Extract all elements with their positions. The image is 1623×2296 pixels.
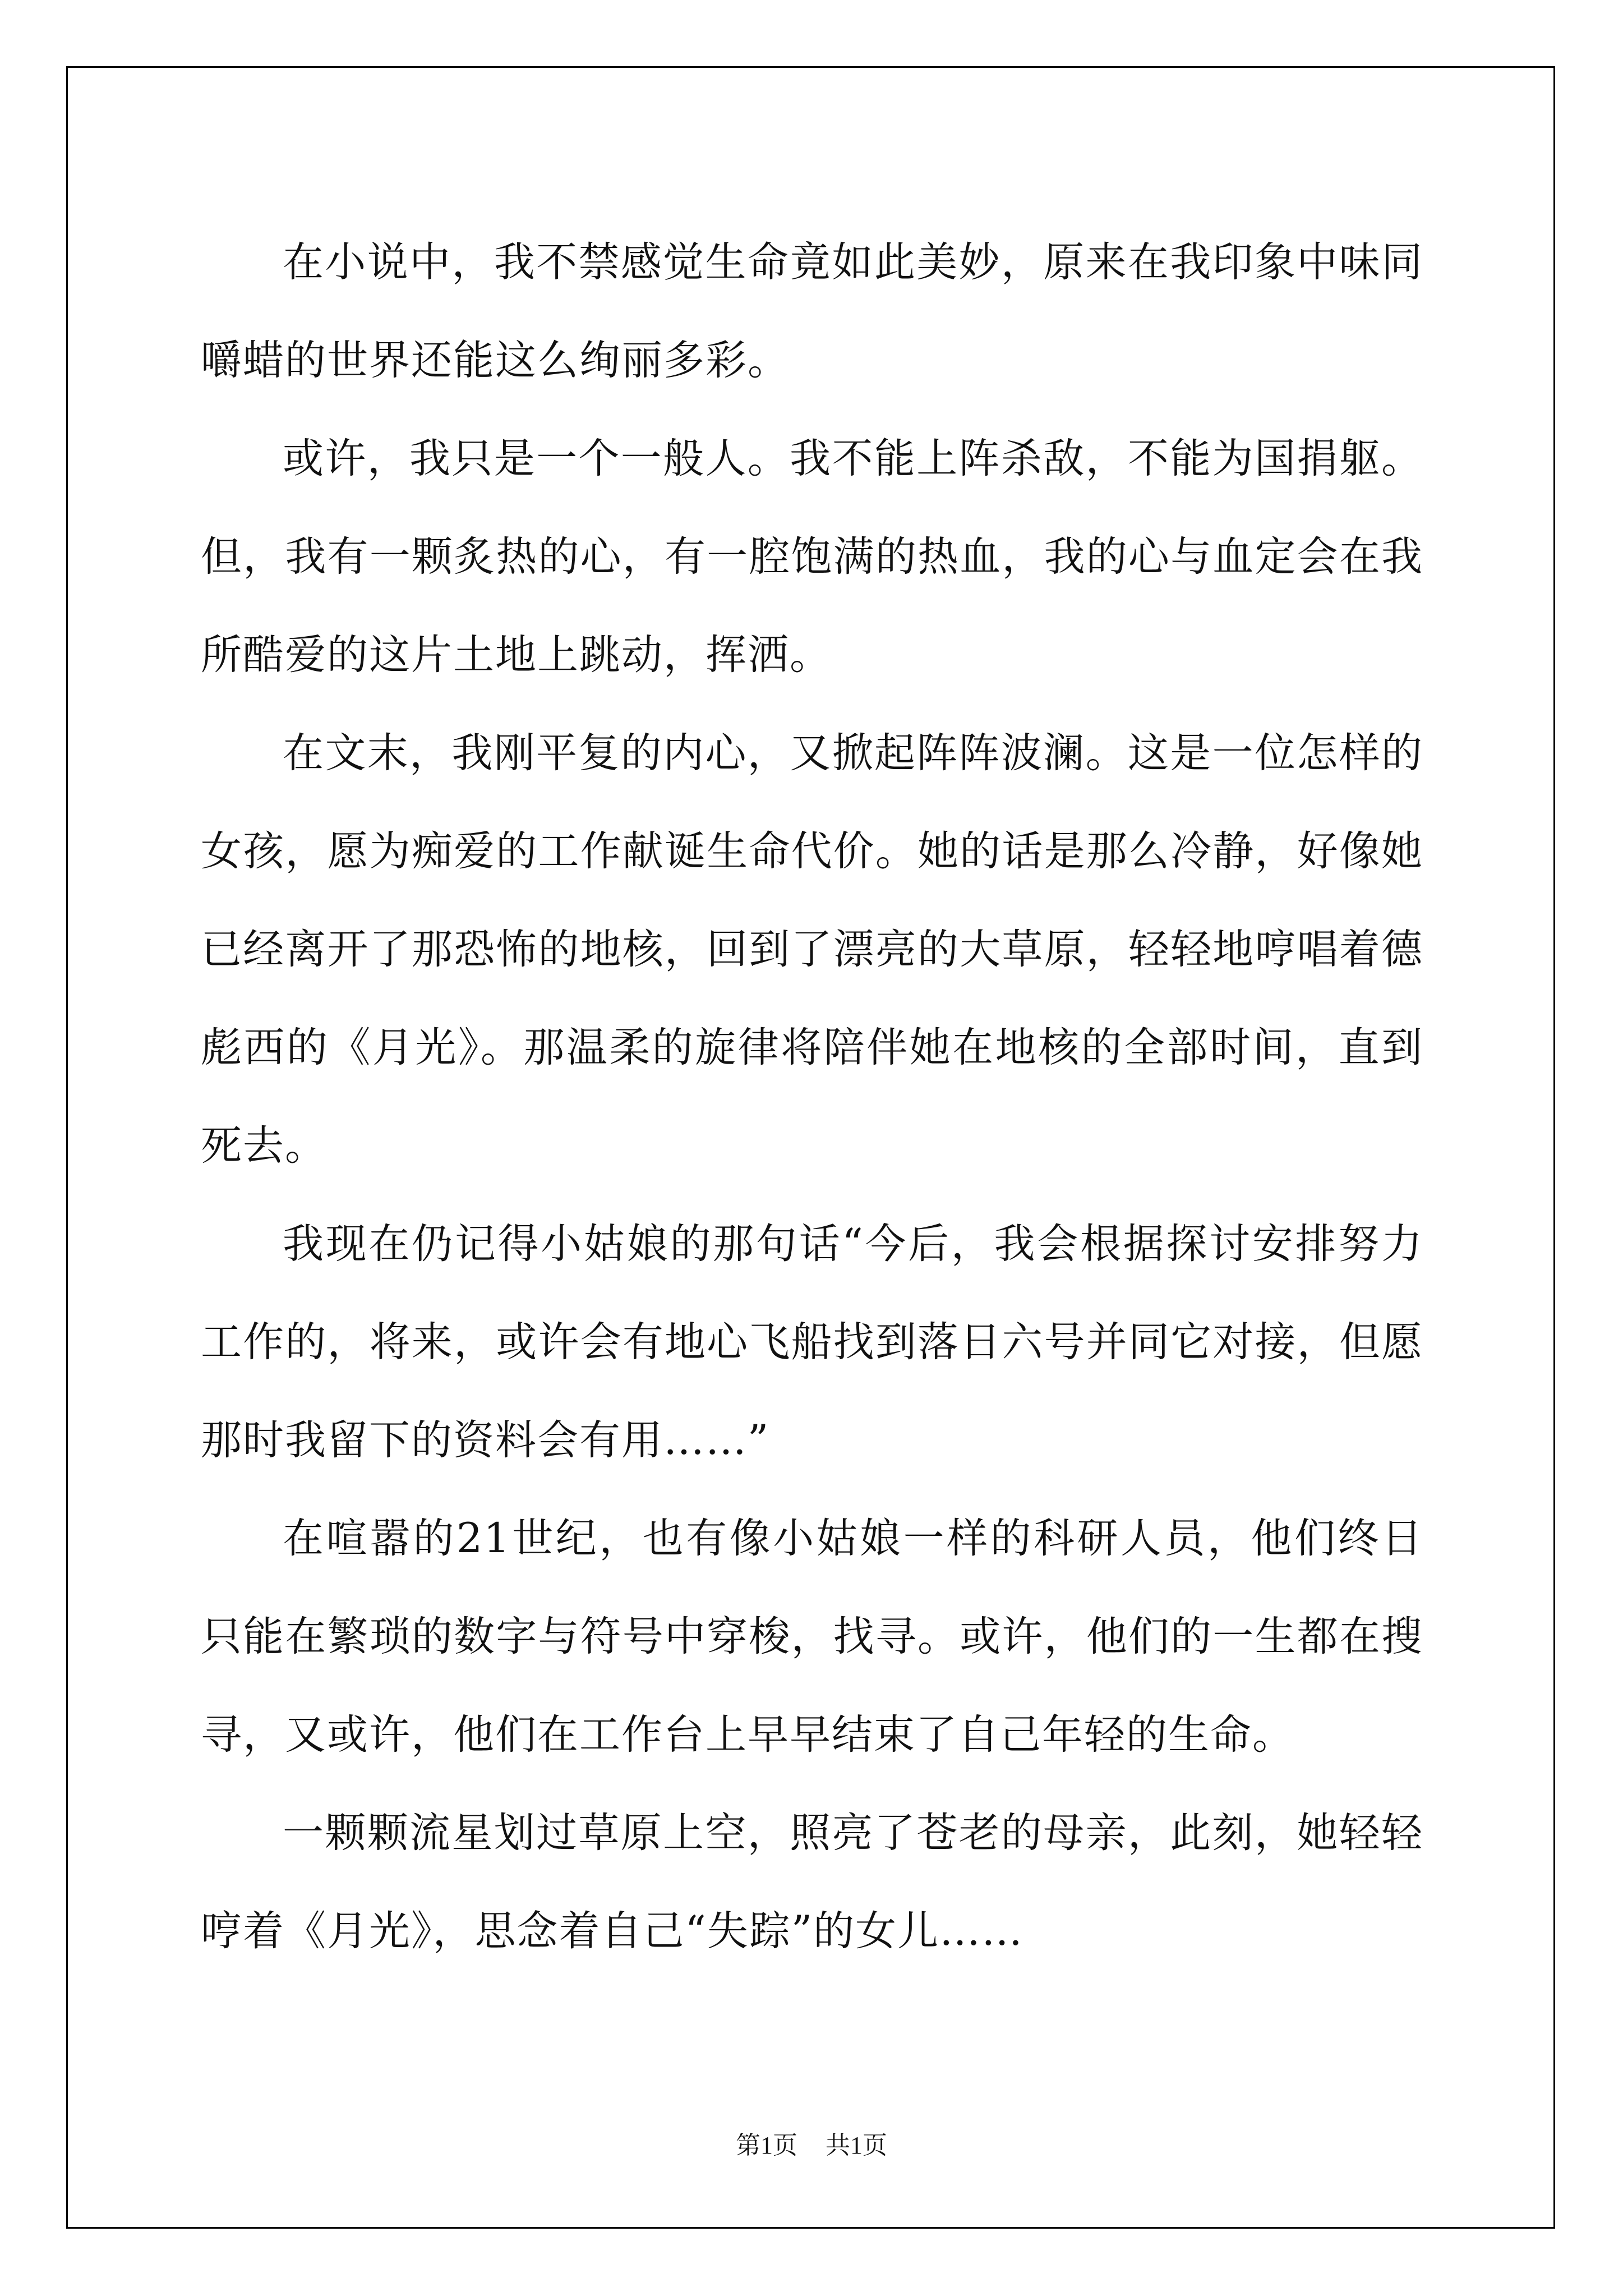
- document-body: [201, 213, 1423, 1980]
- paragraph: 一颗颗流星划过草原上空，照亮了苍老的母亲，此刻，她轻轻哼着《月光》，思念着自己“失踪”的女儿……: [201, 1809, 1423, 1955]
- page-footer: [0, 2125, 1623, 2161]
- paragraph: 在小说中，我不禁感觉生命竟如此美妙，原来在我印象中味同嚼蜡的世界还能这么绚丽多彩。: [201, 238, 1423, 384]
- paragraph: 在文末，我刚平复的内心，又掀起阵阵波澜。这是一位怎样的女孩，愿为痴爱的工作献诞生命代价。她的话是那么冷静，好像她已经离开了那恐怖的地核，回到了漂亮的大草原，轻轻地哼唱着德彪西的《月光》。那温柔的旋律将陪伴她在地核的全部时间，直到死去。: [201, 729, 1423, 1170]
- paragraph: 在喧嚣的21世纪，也有像小姑娘一样的科研人员，他们终日只能在繁琐的数字与符号中穿梭，找寻。或许，他们的一生都在搜寻，又或许，他们在工作台上早早结束了自己年轻的生命。: [201, 1515, 1423, 1759]
- page-number-current: 第1页: [736, 2132, 797, 2159]
- paragraph: 或许，我只是一个一般人。我不能上阵杀敌，不能为国捐躯。但，我有一颗炙热的心，有一腔饱满的热血，我的心与血定会在我所酷爱的这片土地上跳动，挥洒。: [201, 435, 1423, 679]
- paragraph: 我现在仍记得小姑娘的那句话“今后，我会根据探讨安排努力工作的，将来，或许会有地心飞船找到落日六号并同它对接，但愿那时我留下的资料会有用……”: [201, 1220, 1423, 1464]
- page-number-total: 共1页: [826, 2132, 887, 2159]
